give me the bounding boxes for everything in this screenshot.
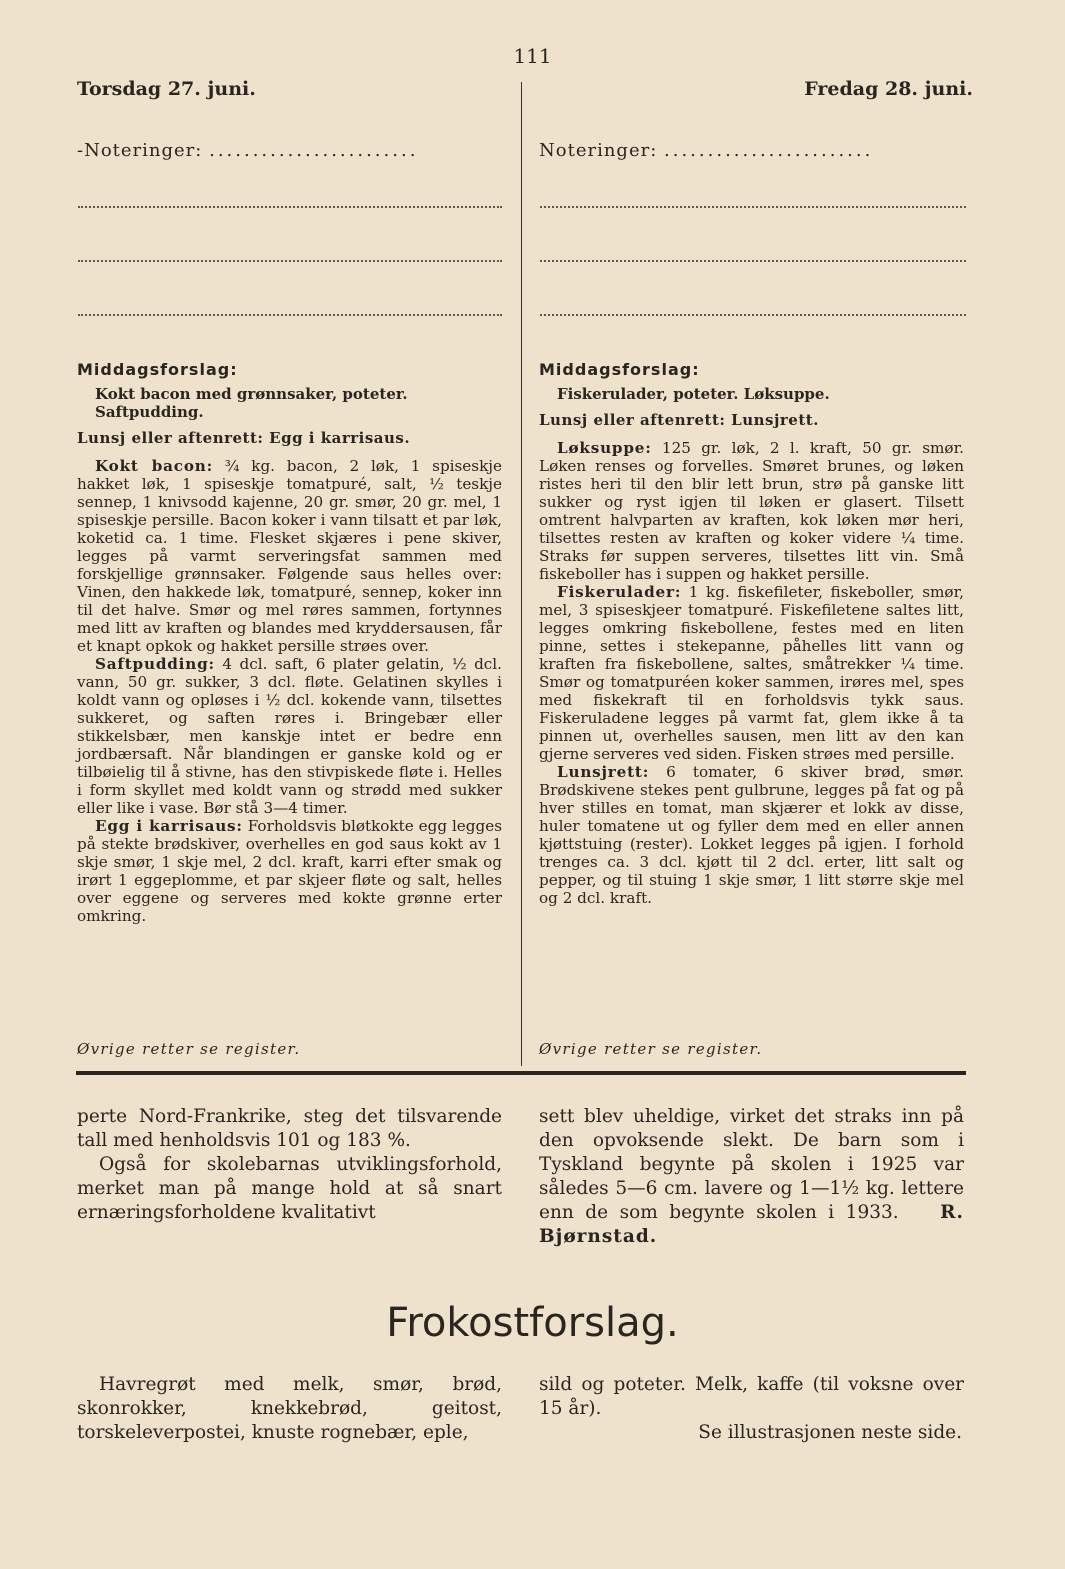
recipe-text: Forholdsvis bløtkokte egg legges på stekte brødskiver, overhelles en god saus kokt av 1 skje smør, 1 skje mel, 2 dcl. kraft, karri efter smak og irørt 1 eggeplomme, et par skjeer fløte og salt, helles over eggene og serveres med kokte grønne erter omkring. bbox=[77, 817, 503, 925]
frokost-left bbox=[77, 1373, 502, 1445]
recipe-name: Fiskerulader: bbox=[557, 583, 682, 601]
column-divider bbox=[521, 82, 522, 1066]
recipe bbox=[77, 655, 502, 817]
recipe-name: Kokt bacon: bbox=[95, 457, 214, 475]
menu-heading: Middagsforslag: bbox=[77, 360, 238, 379]
frokost-illustration-note: Se illustrasjonen neste side. bbox=[698, 1422, 962, 1443]
section-rule bbox=[76, 1071, 966, 1075]
recipe bbox=[539, 439, 964, 583]
recipe-name: Egg i karrisaus: bbox=[95, 817, 243, 835]
recipe bbox=[77, 817, 502, 925]
recipes bbox=[77, 457, 502, 925]
recipe bbox=[539, 583, 964, 763]
recipe-name: Saftpudding: bbox=[95, 655, 215, 673]
menu-main-dish: Fiskerulader, poteter. Løksuppe. bbox=[557, 385, 830, 403]
article-text: sett blev uheldige, virket det straks inn på den opvoksende slekt. De barn som i Tyskland begynte på skolen i 1925 var således 5—6 cm. lavere og 1—1½ kg. lettere enn de som begynte skolen i 1933. bbox=[539, 1106, 964, 1223]
notes-line-right-2 bbox=[540, 260, 966, 262]
notes-line-left-3 bbox=[78, 314, 502, 316]
frokost-right bbox=[539, 1373, 964, 1445]
menu-main-dish: Kokt bacon med grønnsaker, poteter. Saftpudding. bbox=[95, 385, 408, 421]
recipes bbox=[539, 439, 964, 907]
notes-label-left bbox=[77, 140, 502, 161]
notes-label-right bbox=[539, 140, 964, 161]
notes-label-text: -Noteringer: bbox=[77, 140, 203, 161]
recipe-text: 6 tomater, 6 skiver brød, smør. Brødskivene stekes pent gulbrune, legges på fat og på hver stilles en tomat, man skjærer et lokk av disse, huler tomatene ut og fyller dem med en eller annen kjøttstuing (rester). Lokket legges på igjen. I forhold trenges ca. 3 dcl. kjøtt til 2 dcl. erter, litt salt og pepper, og til stuing 1 skje smør, 1 litt større skje mel og 2 dcl. kraft. bbox=[539, 763, 964, 907]
recipe-name: Løksuppe: bbox=[557, 439, 652, 457]
article-left bbox=[77, 1105, 502, 1225]
frokost-title: Frokostforslag. bbox=[386, 1300, 679, 1346]
notes-right bbox=[539, 140, 964, 161]
notes-line-left-2 bbox=[78, 260, 502, 262]
menu-lunsj: Lunsj eller aftenrett: Lunsjrett. bbox=[539, 411, 819, 429]
frokost-text-right: sild og poteter. Melk, kaffe (til voksne over 15 år). bbox=[539, 1374, 964, 1419]
recipe-text: 4 dcl. saft, 6 plater gelatin, ½ dcl. vann, 50 gr. sukker, 3 dcl. fløte. Gelatinen skylles i koldt vann og opløses i ½ dcl. kokende vann, tilsettes sukkeret, og saften røres i. Bringebær eller stikkelsbær, men kanskje intet er bedre enn jordbærsaft. Når blandingen er ganske kold og er tilbøielig til å stivne, has den stivpiskede fløte i. Helles i form skyllet med koldt vann og strødd med sukker eller like i vase. Bør stå 3—4 timer. bbox=[77, 655, 502, 817]
recipe-text: 125 gr. løk, 2 l. kraft, 50 gr. smør. Løken renses og forvelles. Smøret brunes, og løken ristes heri til den blir lett brun, strø på ganske litt sukker og ryst igjen til løken er glasert. Tilsett omtrent halvparten av kraften, kok løken mør heri, tilsettes resten av kraften og koker videre ¼ time. Straks før suppen serveres, tilsettes litt vin. Små fiskeboller has i suppen og hakket persille. bbox=[539, 439, 964, 583]
recipe-name: Lunsjrett: bbox=[557, 763, 650, 781]
menu-column-right bbox=[539, 360, 964, 907]
notes-line-right-3 bbox=[540, 314, 966, 316]
page-number: 111 bbox=[513, 44, 552, 68]
menu-heading: Middagsforslag: bbox=[539, 360, 700, 379]
notes-dots: ........................ bbox=[209, 140, 419, 161]
article-paragraph: Også for skolebarnas utviklingsforhold, merket man på mange hold at så snart ernæringsforholdene kvalitativt bbox=[77, 1154, 502, 1223]
day-heading-left: Torsdag 27. juni. bbox=[77, 78, 256, 100]
recipe-text: ¾ kg. bacon, 2 løk, 1 spiseskje hakket løk, 1 spiseskje tomatpuré, salt, ½ teskje sennep, 1 knivsodd kajenne, 20 gr. smør, 20 gr. mel, 1 spiseskje persille. Bacon koker i vann tilsatt et par løk, koketid ca. 1 time. Flesket skjæres i pene skiver, legges på varmt serveringsfat sammen med forskjellige grønnsaker. Følgende saus helles over: Vinen, den hakkede løk, tomatpuré, sennep, koker inn til det halve. Smør og mel røres sammen, fortynnes med litt av kraften og blandes med kryddersausen, får et knapt opkok og hakket persille strøes over. bbox=[77, 457, 502, 655]
article-paragraph: perte Nord-Frankrike, steg det tilsvarende tall med henholdsvis 101 og 183 %. bbox=[77, 1106, 502, 1151]
notes-label-text: Noteringer: bbox=[539, 140, 658, 161]
article-author: R. Bjørnstad. bbox=[539, 1202, 964, 1247]
day-heading-right: Fredag 28. juni. bbox=[804, 78, 973, 100]
recipe-text: 1 kg. fiskefileter, fiskeboller, smør, mel, 3 spiseskjeer tomatpuré. Fiskefiletene saltes litt, legges omkring fiskebollene, festes med en liten pinne, settes i stekepanne, påhelles litt vann og kraften fra fiskebollene, saltes, småtrekker ¼ time. Smør og tomatpuréen koker sammen, irøres mel, spes med fiskekraft til en forholdsvis tykk saus. Fiskeruladene legges på varmt fat, glem ikke å ta pinnen ut, overhelles sausen, men litt av den kan gjerne serveres ved siden. Fisken strøes med persille. bbox=[539, 583, 964, 763]
notes-dots: ........................ bbox=[664, 140, 874, 161]
menu-column-left bbox=[77, 360, 502, 925]
recipe bbox=[77, 457, 502, 655]
other-dishes-note-right: Øvrige retter se register. bbox=[539, 1040, 763, 1058]
frokost-text-left: Havregrøt med melk, smør, brød, skonrokker, knekkebrød, geitost, torskeleverpostei, knuste rognebær, eple, bbox=[77, 1374, 502, 1443]
article-paragraph bbox=[539, 1105, 964, 1249]
other-dishes-note-left: Øvrige retter se register. bbox=[77, 1040, 301, 1058]
article-right bbox=[539, 1105, 964, 1249]
notes-line-right-1 bbox=[540, 206, 966, 208]
menu-lunsj: Lunsj eller aftenrett: Egg i karrisaus. bbox=[77, 429, 411, 447]
notes-line-left-1 bbox=[78, 206, 502, 208]
recipe bbox=[539, 763, 964, 907]
notes-left bbox=[77, 140, 502, 161]
